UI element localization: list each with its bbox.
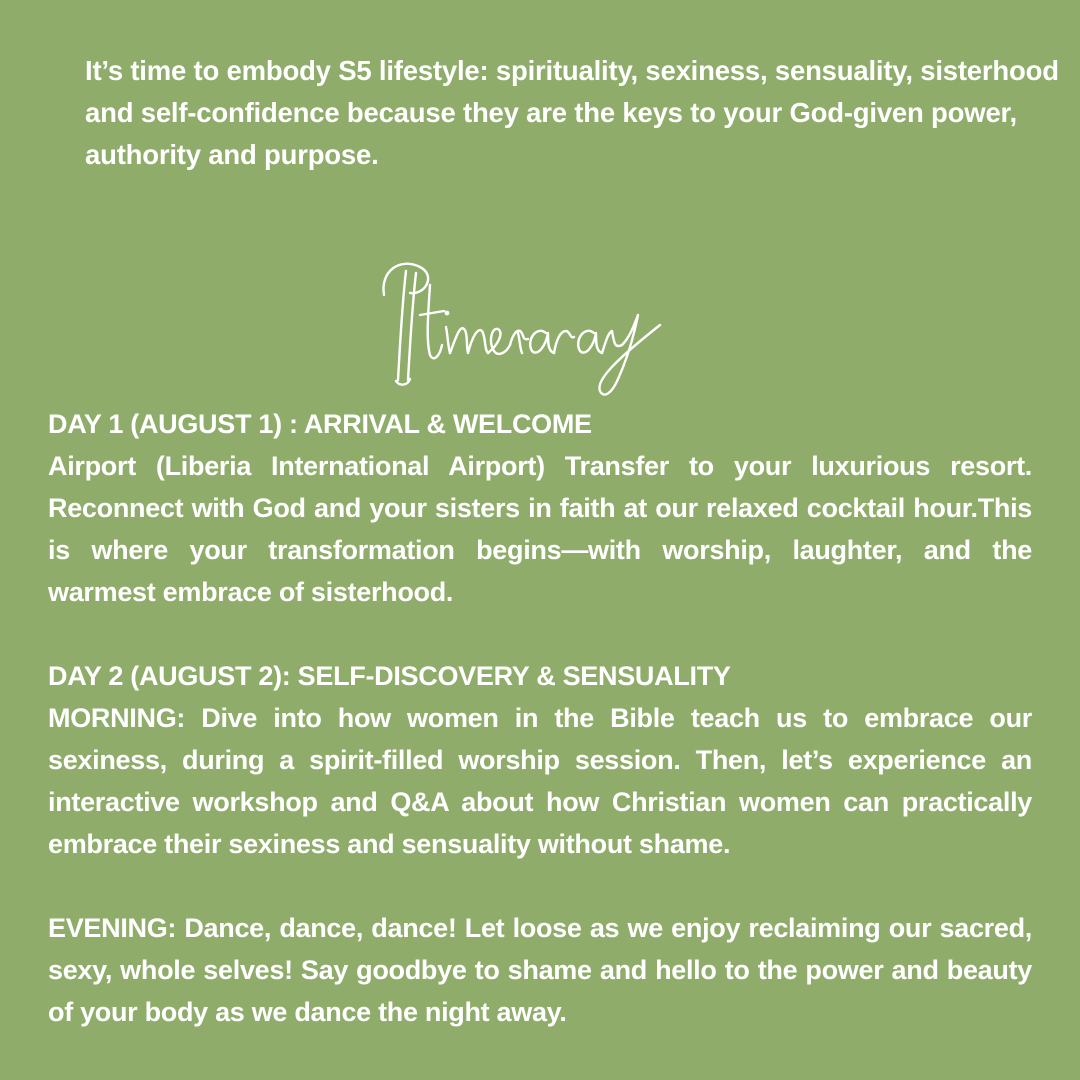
itinerary-script-title <box>360 245 680 405</box>
day-2-heading: DAY 2 (AUGUST 2): SELF-DISCOVERY & SENSUALITY <box>48 661 731 691</box>
day-1-heading: DAY 1 (AUGUST 1) : ARRIVAL & WELCOME <box>48 409 592 439</box>
day-2-morning: MORNING: Dive into how women in the Bible teach us to embrace our sexiness, during a spirit-filled worship session. Then, let’s experience an interactive workshop and Q&A about how Christian women can practically embrace their sexiness and sensuality without shame. <box>48 703 1032 859</box>
spacer <box>48 865 1032 907</box>
intro-text: It’s time to embody S5 lifestyle: spirituality, sexiness, sensuality, sisterhood and self-confidence because they are the keys to your God-given power, authority and purpose. <box>85 55 1059 170</box>
spacer <box>48 613 1032 655</box>
day-1-description: Airport (Liberia International Airport) Transfer to your luxurious resort. Reconnect with God and your sisters in faith at our relaxed cocktail hour.This is where your transformation begins—with worship, laughter, and the warmest embrace of sisterhood. <box>48 451 1032 607</box>
itinerary-section <box>48 403 1032 1033</box>
day-2-evening: EVENING: Dance, dance, dance! Let loose as we enjoy reclaiming our sacred, sexy, whole selves! Say goodbye to shame and hello to the power and beauty of your body as we dance the night away. <box>48 913 1032 1027</box>
